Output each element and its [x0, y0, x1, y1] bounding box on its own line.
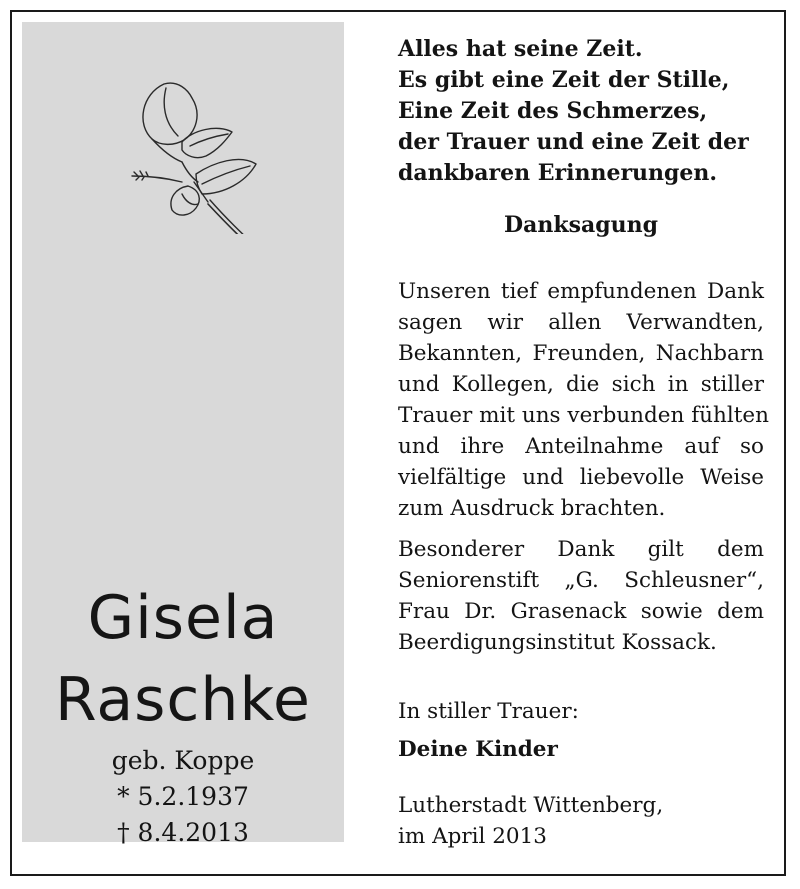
paragraph-line: vielfältige und liebevolle Weise	[398, 465, 764, 490]
last-name: Raschke	[55, 665, 311, 735]
paragraph-line: Besonderer Dank gilt dem	[398, 537, 764, 562]
motto-line: Eine Zeit des Schmerzes,	[398, 98, 708, 124]
paragraph-line: Trauer mit uns verbunden fühlten	[398, 403, 769, 428]
maiden-name: geb. Koppe	[111, 746, 255, 775]
paragraph-line: und ihre Anteilnahme auf so	[398, 434, 764, 459]
first-name: Gisela	[87, 583, 279, 653]
death-date: † 8.4.2013	[117, 818, 249, 847]
closing-place: Lutherstadt Wittenberg,	[398, 793, 664, 818]
paragraph-line: und Kollegen, die sich in stiller	[398, 372, 764, 397]
motto-line: Alles hat seine Zeit.	[398, 36, 643, 62]
motto-line: dankbaren Erinnerungen.	[398, 160, 718, 186]
motto-line: Es gibt eine Zeit der Stille,	[398, 67, 730, 93]
paragraph-line: sagen wir allen Verwandten,	[398, 310, 764, 335]
closing-signers: Deine Kinder	[398, 737, 558, 762]
paragraph-line: zum Ausdruck brachten.	[398, 496, 666, 521]
calla-lily-illustration	[122, 54, 262, 234]
paragraph-line: Unseren tief empfundenen Dank	[398, 279, 764, 304]
special-thanks-paragraph	[398, 534, 764, 658]
paragraph-line: Frau Dr. Grasenack sowie dem	[398, 599, 764, 624]
birth-date: * 5.2.1937	[117, 782, 249, 811]
heading-danksagung: Danksagung	[504, 212, 658, 238]
paragraph-line: Beerdigungsinstitut Kossack.	[398, 630, 717, 655]
motto	[398, 34, 764, 189]
closing-place-date	[398, 790, 764, 852]
closing-intro: In stiller Trauer:	[398, 699, 579, 724]
paragraph-line: Bekannten, Freunden, Nachbarn	[398, 341, 764, 366]
closing-date: im April 2013	[398, 824, 547, 849]
paragraph-line: Seniorenstift „G. Schleusner“,	[398, 568, 764, 593]
thanks-paragraph	[398, 276, 769, 524]
motto-line: der Trauer und eine Zeit der	[398, 129, 749, 155]
name-panel	[22, 22, 344, 847]
